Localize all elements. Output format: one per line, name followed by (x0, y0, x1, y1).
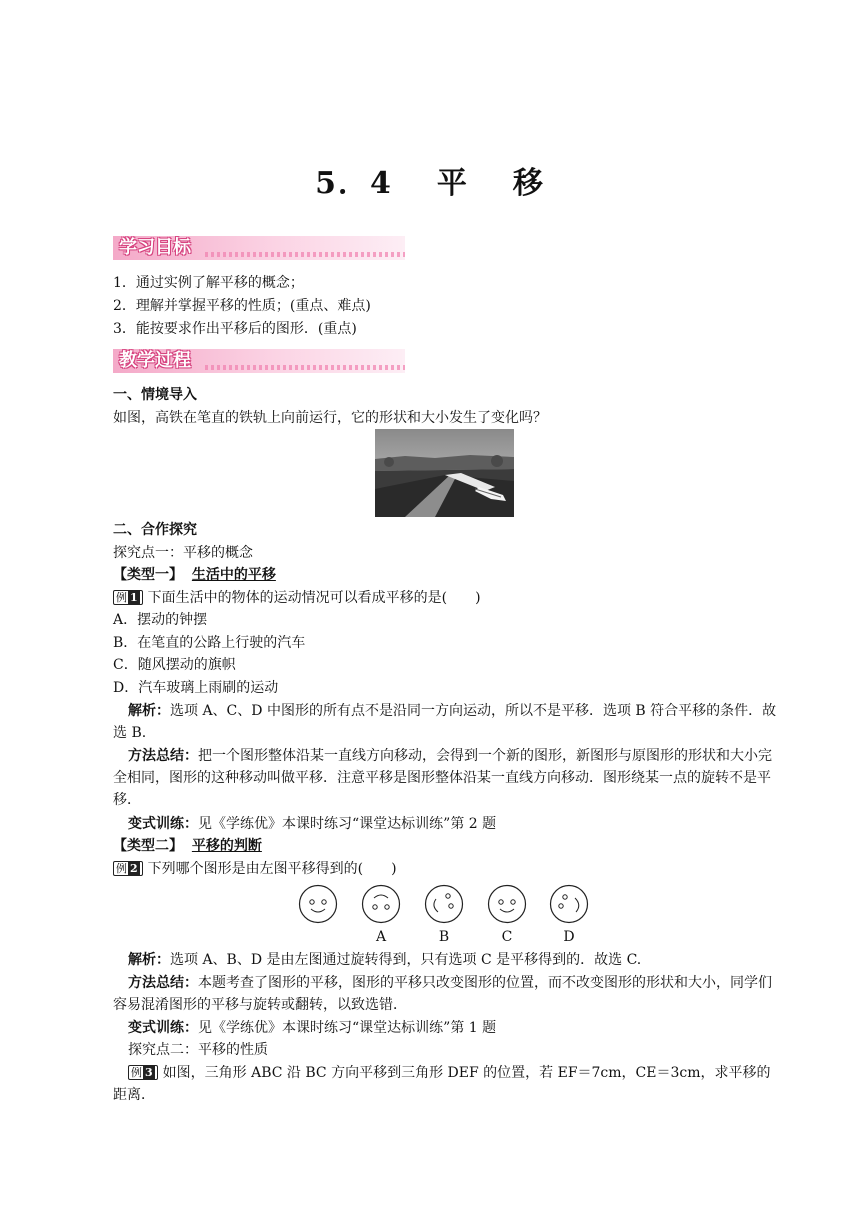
face-label-a: A (375, 929, 387, 945)
face-a-icon (361, 884, 401, 924)
ex2-question-text: 下列哪个图形是由左图平移得到的( ) (147, 861, 397, 877)
face-c-icon (487, 884, 527, 924)
goal-item: 3．能按要求作出平移后的图形．(重点) (113, 321, 357, 337)
banner-stripe (205, 365, 405, 370)
type1-bracket: 【类型一】 (113, 567, 183, 583)
ex1-analysis: 解析：选项 A、C、D 中图形的所有点不是沿同一方向运动，所以不是平移．选项 B 符合平移的条件．故选 B. (113, 703, 777, 741)
section1-heading: 一、情境导入 (113, 387, 197, 403)
ex1-option-a: A．摆动的钟摆 (113, 612, 208, 628)
face-label-c: C (501, 929, 513, 945)
ex2-question (113, 859, 397, 879)
process-banner (113, 349, 405, 373)
section2-heading: 二、合作探究 (113, 522, 197, 538)
face-label-d: D (563, 929, 575, 945)
ex2-method: 方法总结：本题考查了图形的平移，图形的平移只改变图形的位置，而不改变图形的形状和大小，同学们容易混淆图形的平移与旋转或翻转，以致选错． (113, 975, 772, 1013)
title-number: 5．4 (315, 166, 393, 201)
train-photo (375, 429, 514, 517)
page-title (0, 158, 860, 202)
goal-item: 1．通过实例了解平移的概念； (113, 275, 304, 291)
ex1-method: 方法总结：把一个图形整体沿某一直线方向移动，会得到一个新的图形，新图形与原图形的形状和大小完全相同，图形的这种移动叫做平移．注意平移是图形整体沿某一直线方向移动．图形绕某一点的旋转不是平移． (113, 748, 772, 808)
ex1-option-c: C．随风摆动的旗帜 (113, 657, 236, 673)
ex3-question-text: 如图，三角形 ABC 沿 BC 方向平移到三角形 DEF 的位置，若 EF＝7cm，CE＝3cm，求平移的距离． (113, 1065, 771, 1103)
title-char-1: 平 (436, 166, 469, 201)
ex1-option-b: B．在笔直的公路上行驶的汽车 (113, 635, 306, 651)
face-d-icon (549, 884, 589, 924)
type2-label: 平移的判断 (191, 838, 262, 854)
ex1-practice: 变式训练：见《学练优》本课时练习“课堂达标训练”第 2 题 (128, 816, 497, 832)
type2-heading (113, 836, 262, 856)
example-tag: 例 1 (113, 590, 143, 605)
process-banner-label: 教学过程 (119, 350, 191, 371)
ex2-analysis: 解析：选项 A、B、D 是由左图通过旋转得到，只有选项 C 是平移得到的．故选 C. (128, 952, 642, 968)
example-tag: 例 3 (128, 1065, 158, 1080)
section1-text: 如图，高铁在笔直的铁轨上向前运行，它的形状和大小发生了变化吗？ (113, 410, 547, 426)
ex2-practice: 变式训练：见《学练优》本课时练习“课堂达标训练”第 1 题 (128, 1020, 497, 1036)
ex1-question (113, 588, 481, 608)
point2: 探究点二：平移的性质 (128, 1042, 268, 1058)
type2-bracket: 【类型二】 (113, 838, 183, 854)
title-char-2: 移 (512, 166, 545, 201)
goal-item: 2．理解并掌握平移的性质；(重点、难点) (113, 298, 371, 314)
point1: 探究点一：平移的概念 (113, 545, 253, 561)
ex1-question-text: 下面生活中的物体的运动情况可以看成平移的是( ) (147, 590, 481, 606)
type1-label: 生活中的平移 (191, 567, 276, 583)
face-label-b: B (438, 929, 450, 945)
face-b-icon (424, 884, 464, 924)
type1-heading (113, 565, 276, 585)
example-tag: 例 2 (113, 861, 143, 876)
goals-banner-label: 学习目标 (119, 237, 191, 258)
goals-banner (113, 236, 405, 260)
original-face-icon (298, 884, 338, 924)
banner-stripe (205, 252, 405, 257)
ex3-question (113, 1062, 780, 1106)
ex1-option-d: D．汽车玻璃上雨刷的运动 (113, 680, 279, 696)
